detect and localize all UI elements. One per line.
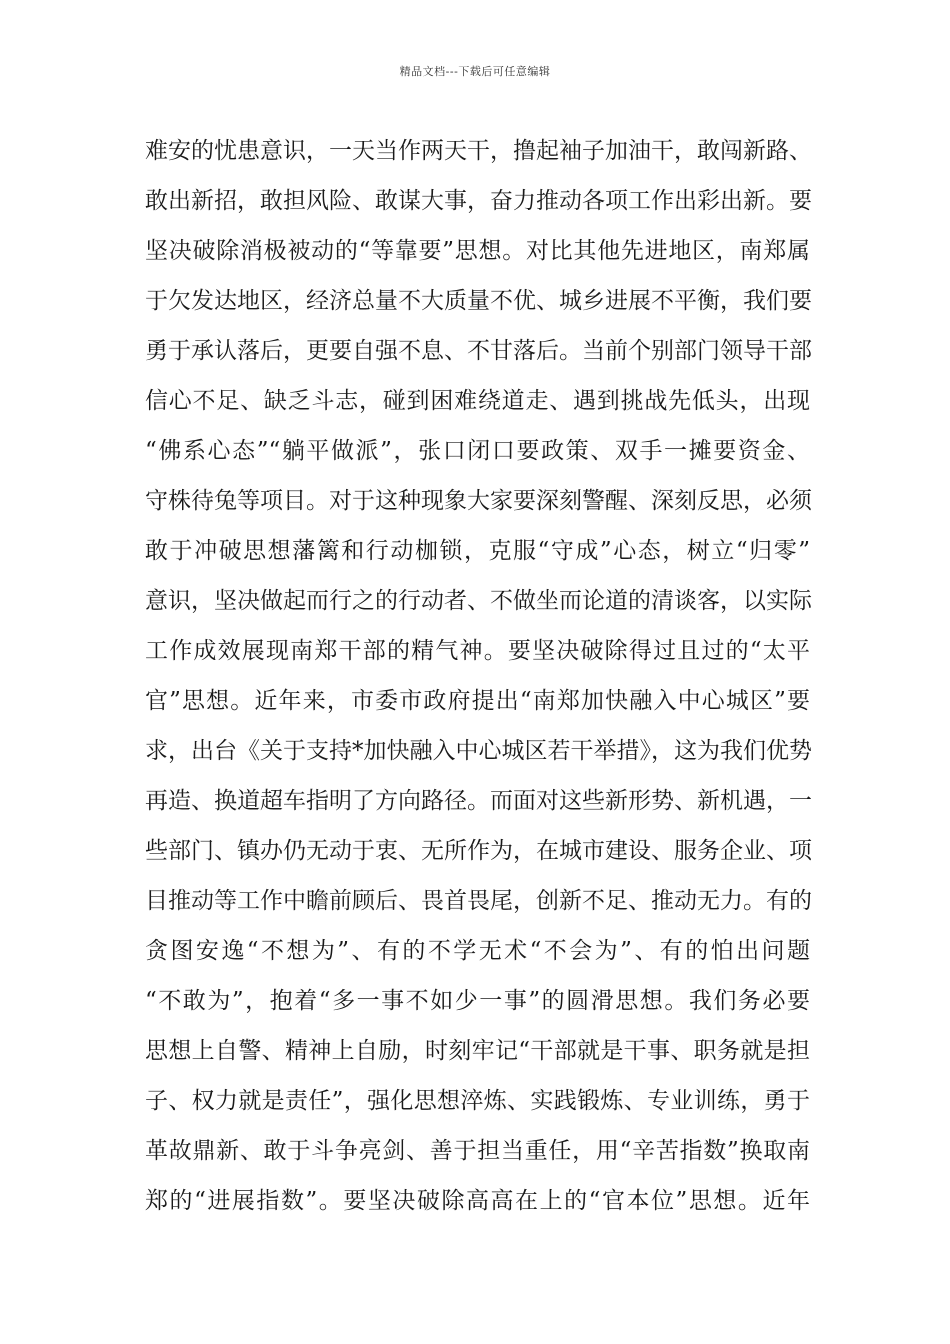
text-line: 坚决破除消极被动的“等靠要”思想。对比其他先进地区，南郑属	[145, 238, 810, 264]
body-paragraph	[145, 126, 810, 1226]
text-line: 官”思想。近年来，市委市政府提出“南郑加快融入中心城区”要	[145, 688, 810, 714]
text-line: 求，出台《关于支持*加快融入中心城区若干举措》，这为我们优势	[145, 738, 812, 764]
text-line: 革故鼎新、敢于斗争亮剑、善于担当重任，用“辛苦指数”换取南	[145, 1138, 810, 1164]
text-line: 于欠发达地区，经济总量不大质量不优、城乡进展不平衡，我们要	[145, 288, 812, 314]
text-line: 意识，坚决做起而行之的行动者、不做坐而论道的清谈客，以实际	[145, 588, 812, 614]
text-line: 难安的忧患意识，一天当作两天干，撸起袖子加油干，敢闯新路、	[145, 138, 812, 164]
text-line: “不敢为”，抱着“多一事不如少一事”的圆滑思想。我们务必要	[145, 988, 810, 1014]
text-line: 敢于冲破思想藩篱和行动枷锁，克服“守成”心态，树立“归零”	[145, 538, 810, 564]
text-line: 目推动等工作中瞻前顾后、畏首畏尾，创新不足、推动无力。有的	[145, 888, 812, 914]
text-line: 勇于承认落后，更要自强不息、不甘落后。当前个别部门领导干部	[145, 338, 812, 364]
page-header: 精品文档---下载后可任意编辑	[399, 65, 551, 78]
text-line: 工作成效展现南郑干部的精气神。要坚决破除得过且过的“太平	[145, 638, 810, 664]
text-line: 子、权力就是责任”，强化思想淬炼、实践锻炼、专业训练，勇于	[145, 1088, 810, 1114]
text-line: 敢出新招，敢担风险、敢谋大事，奋力推动各项工作出彩出新。要	[145, 188, 812, 214]
text-line: 思想上自警、精神上自励，时刻牢记“干部就是干事、职务就是担	[145, 1038, 810, 1064]
text-line: 郑的“进展指数”。要坚决破除高高在上的“官本位”思想。近年	[145, 1188, 810, 1214]
text-line: 信心不足、缺乏斗志，碰到困难绕道走、遇到挑战先低头，出现	[145, 388, 810, 414]
text-line: 守株待兔等项目。对于这种现象大家要深刻警醒、深刻反思，必须	[145, 488, 812, 514]
text-line: 再造、换道超车指明了方向路径。而面对这些新形势、新机遇，一	[145, 788, 812, 814]
text-line: 些部门、镇办仍无动于衷、无所作为，在城市建设、服务企业、项	[145, 838, 812, 864]
text-line: “佛系心态”“躺平做派”，张口闭口要政策、双手一摊要资金、	[145, 438, 810, 464]
text-line: 贪图安逸“不想为”、有的不学无术“不会为”、有的怕出问题	[145, 938, 810, 964]
